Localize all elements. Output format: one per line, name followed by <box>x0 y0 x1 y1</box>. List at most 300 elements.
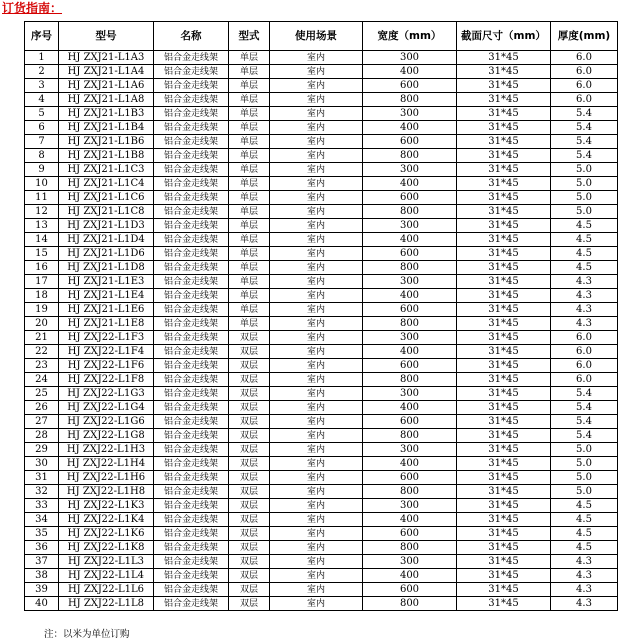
cell-scene: 室内 <box>270 93 363 107</box>
cell-thickness: 4.3 <box>551 569 618 583</box>
cell-name: 铝合金走线架 <box>154 121 229 135</box>
cell-name: 铝合金走线架 <box>154 443 229 457</box>
cell-scene: 室内 <box>270 107 363 121</box>
cell-thickness: 5.4 <box>551 415 618 429</box>
cell-section: 31*45 <box>457 513 551 527</box>
cell-scene: 室内 <box>270 373 363 387</box>
table-row <box>25 51 618 65</box>
cell-index: 18 <box>25 289 59 303</box>
cell-width: 600 <box>363 527 457 541</box>
cell-type: 双层 <box>229 499 270 513</box>
cell-width: 400 <box>363 569 457 583</box>
cell-scene: 室内 <box>270 79 363 93</box>
cell-thickness: 6.0 <box>551 51 618 65</box>
cell-index: 38 <box>25 569 59 583</box>
cell-name: 铝合金走线架 <box>154 205 229 219</box>
cell-name: 铝合金走线架 <box>154 471 229 485</box>
cell-name: 铝合金走线架 <box>154 513 229 527</box>
cell-type: 单层 <box>229 107 270 121</box>
cell-model: HJ ZXJ22-L1H3 <box>59 443 154 457</box>
cell-section: 31*45 <box>457 205 551 219</box>
cell-name: 铝合金走线架 <box>154 79 229 93</box>
table-row <box>25 373 618 387</box>
cell-section: 31*45 <box>457 289 551 303</box>
cell-index: 6 <box>25 121 59 135</box>
spec-table <box>24 21 618 611</box>
cell-type: 单层 <box>229 303 270 317</box>
cell-index: 29 <box>25 443 59 457</box>
cell-thickness: 5.4 <box>551 149 618 163</box>
cell-type: 单层 <box>229 79 270 93</box>
cell-section: 31*45 <box>457 51 551 65</box>
cell-index: 10 <box>25 177 59 191</box>
cell-model: HJ ZXJ22-L1G8 <box>59 429 154 443</box>
cell-model: HJ ZXJ21-L1D4 <box>59 233 154 247</box>
cell-name: 铝合金走线架 <box>154 597 229 611</box>
cell-index: 3 <box>25 79 59 93</box>
cell-width: 600 <box>363 135 457 149</box>
cell-index: 25 <box>25 387 59 401</box>
table-header-row <box>25 22 618 51</box>
cell-type: 双层 <box>229 401 270 415</box>
cell-scene: 室内 <box>270 275 363 289</box>
cell-type: 单层 <box>229 93 270 107</box>
cell-type: 双层 <box>229 429 270 443</box>
cell-thickness: 5.0 <box>551 177 618 191</box>
cell-thickness: 6.0 <box>551 331 618 345</box>
header-type: 型式 <box>229 22 270 51</box>
cell-width: 400 <box>363 233 457 247</box>
cell-thickness: 4.5 <box>551 541 618 555</box>
cell-section: 31*45 <box>457 457 551 471</box>
table-row <box>25 597 618 611</box>
cell-name: 铝合金走线架 <box>154 415 229 429</box>
cell-scene: 室内 <box>270 597 363 611</box>
cell-name: 铝合金走线架 <box>154 541 229 555</box>
cell-type: 双层 <box>229 331 270 345</box>
cell-thickness: 4.5 <box>551 499 618 513</box>
cell-width: 600 <box>363 191 457 205</box>
cell-index: 2 <box>25 65 59 79</box>
cell-index: 9 <box>25 163 59 177</box>
cell-model: HJ ZXJ22-L1G6 <box>59 415 154 429</box>
cell-name: 铝合金走线架 <box>154 149 229 163</box>
cell-index: 21 <box>25 331 59 345</box>
cell-section: 31*45 <box>457 65 551 79</box>
cell-scene: 室内 <box>270 471 363 485</box>
table-row <box>25 65 618 79</box>
table-row <box>25 443 618 457</box>
table-row <box>25 429 618 443</box>
table-row <box>25 79 618 93</box>
cell-index: 22 <box>25 345 59 359</box>
cell-scene: 室内 <box>270 177 363 191</box>
cell-width: 400 <box>363 513 457 527</box>
cell-name: 铝合金走线架 <box>154 177 229 191</box>
cell-model: HJ ZXJ22-L1F3 <box>59 331 154 345</box>
cell-width: 400 <box>363 457 457 471</box>
cell-scene: 室内 <box>270 149 363 163</box>
cell-width: 300 <box>363 51 457 65</box>
cell-scene: 室内 <box>270 261 363 275</box>
cell-type: 双层 <box>229 471 270 485</box>
table-row <box>25 541 618 555</box>
cell-scene: 室内 <box>270 51 363 65</box>
cell-model: HJ ZXJ21-L1B4 <box>59 121 154 135</box>
cell-width: 800 <box>363 541 457 555</box>
cell-section: 31*45 <box>457 233 551 247</box>
cell-scene: 室内 <box>270 205 363 219</box>
cell-name: 铝合金走线架 <box>154 163 229 177</box>
cell-section: 31*45 <box>457 597 551 611</box>
cell-section: 31*45 <box>457 345 551 359</box>
header-thickness: 厚度(mm) <box>551 22 618 51</box>
cell-width: 300 <box>363 331 457 345</box>
cell-scene: 室内 <box>270 583 363 597</box>
table-row <box>25 107 618 121</box>
cell-name: 铝合金走线架 <box>154 345 229 359</box>
table-row <box>25 93 618 107</box>
cell-model: HJ ZXJ21-L1A4 <box>59 65 154 79</box>
cell-type: 双层 <box>229 415 270 429</box>
cell-scene: 室内 <box>270 135 363 149</box>
cell-name: 铝合金走线架 <box>154 289 229 303</box>
cell-type: 单层 <box>229 317 270 331</box>
cell-name: 铝合金走线架 <box>154 93 229 107</box>
cell-thickness: 5.4 <box>551 387 618 401</box>
cell-type: 双层 <box>229 583 270 597</box>
cell-index: 34 <box>25 513 59 527</box>
cell-index: 14 <box>25 233 59 247</box>
cell-type: 双层 <box>229 457 270 471</box>
header-model: 型号 <box>59 22 154 51</box>
table-row <box>25 121 618 135</box>
cell-section: 31*45 <box>457 93 551 107</box>
cell-model: HJ ZXJ21-L1B3 <box>59 107 154 121</box>
cell-index: 8 <box>25 149 59 163</box>
cell-type: 单层 <box>229 219 270 233</box>
cell-section: 31*45 <box>457 555 551 569</box>
cell-section: 31*45 <box>457 303 551 317</box>
cell-index: 24 <box>25 373 59 387</box>
cell-model: HJ ZXJ22-L1H4 <box>59 457 154 471</box>
cell-section: 31*45 <box>457 177 551 191</box>
cell-width: 800 <box>363 149 457 163</box>
cell-thickness: 4.5 <box>551 247 618 261</box>
cell-name: 铝合金走线架 <box>154 191 229 205</box>
cell-name: 铝合金走线架 <box>154 331 229 345</box>
cell-type: 单层 <box>229 65 270 79</box>
cell-section: 31*45 <box>457 317 551 331</box>
cell-model: HJ ZXJ21-L1C8 <box>59 205 154 219</box>
cell-width: 600 <box>363 359 457 373</box>
cell-model: HJ ZXJ22-L1K3 <box>59 499 154 513</box>
cell-model: HJ ZXJ21-L1B6 <box>59 135 154 149</box>
cell-section: 31*45 <box>457 429 551 443</box>
cell-section: 31*45 <box>457 79 551 93</box>
cell-type: 单层 <box>229 261 270 275</box>
cell-index: 13 <box>25 219 59 233</box>
cell-thickness: 5.0 <box>551 443 618 457</box>
cell-scene: 室内 <box>270 289 363 303</box>
cell-thickness: 5.4 <box>551 107 618 121</box>
cell-name: 铝合金走线架 <box>154 275 229 289</box>
cell-width: 300 <box>363 163 457 177</box>
cell-index: 23 <box>25 359 59 373</box>
cell-section: 31*45 <box>457 527 551 541</box>
cell-thickness: 5.4 <box>551 401 618 415</box>
cell-model: HJ ZXJ22-L1H8 <box>59 485 154 499</box>
cell-width: 400 <box>363 401 457 415</box>
cell-width: 400 <box>363 65 457 79</box>
cell-section: 31*45 <box>457 163 551 177</box>
cell-width: 800 <box>363 485 457 499</box>
cell-index: 20 <box>25 317 59 331</box>
cell-index: 39 <box>25 583 59 597</box>
cell-index: 1 <box>25 51 59 65</box>
cell-scene: 室内 <box>270 219 363 233</box>
table-row <box>25 457 618 471</box>
cell-index: 4 <box>25 93 59 107</box>
cell-type: 双层 <box>229 485 270 499</box>
cell-name: 铝合金走线架 <box>154 485 229 499</box>
cell-index: 11 <box>25 191 59 205</box>
table-row <box>25 289 618 303</box>
cell-thickness: 4.3 <box>551 597 618 611</box>
table-row <box>25 485 618 499</box>
cell-name: 铝合金走线架 <box>154 555 229 569</box>
cell-thickness: 6.0 <box>551 65 618 79</box>
cell-name: 铝合金走线架 <box>154 317 229 331</box>
table-body <box>25 51 618 611</box>
footnote: 注：以米为单位订购 <box>44 629 130 640</box>
cell-model: HJ ZXJ21-L1A6 <box>59 79 154 93</box>
table-row <box>25 149 618 163</box>
cell-scene: 室内 <box>270 247 363 261</box>
cell-width: 800 <box>363 205 457 219</box>
cell-name: 铝合金走线架 <box>154 51 229 65</box>
cell-name: 铝合金走线架 <box>154 569 229 583</box>
cell-width: 400 <box>363 345 457 359</box>
cell-thickness: 4.3 <box>551 583 618 597</box>
table-row <box>25 247 618 261</box>
cell-index: 32 <box>25 485 59 499</box>
cell-width: 600 <box>363 471 457 485</box>
cell-type: 双层 <box>229 541 270 555</box>
cell-index: 26 <box>25 401 59 415</box>
cell-model: HJ ZXJ22-L1K6 <box>59 527 154 541</box>
cell-name: 铝合金走线架 <box>154 65 229 79</box>
cell-width: 800 <box>363 261 457 275</box>
cell-thickness: 5.0 <box>551 205 618 219</box>
table-row <box>25 261 618 275</box>
cell-thickness: 4.5 <box>551 219 618 233</box>
cell-section: 31*45 <box>457 149 551 163</box>
cell-name: 铝合金走线架 <box>154 107 229 121</box>
cell-model: HJ ZXJ21-L1D3 <box>59 219 154 233</box>
order-guide-title: 订货指南： <box>2 1 63 15</box>
cell-section: 31*45 <box>457 135 551 149</box>
cell-width: 600 <box>363 415 457 429</box>
cell-thickness: 4.5 <box>551 527 618 541</box>
cell-index: 19 <box>25 303 59 317</box>
cell-model: HJ ZXJ21-L1A8 <box>59 93 154 107</box>
cell-model: HJ ZXJ21-L1E8 <box>59 317 154 331</box>
cell-width: 600 <box>363 247 457 261</box>
cell-index: 7 <box>25 135 59 149</box>
cell-index: 37 <box>25 555 59 569</box>
cell-width: 600 <box>363 79 457 93</box>
cell-width: 300 <box>363 275 457 289</box>
header-name: 名称 <box>154 22 229 51</box>
cell-section: 31*45 <box>457 569 551 583</box>
cell-width: 600 <box>363 303 457 317</box>
cell-type: 单层 <box>229 233 270 247</box>
cell-model: HJ ZXJ22-L1K8 <box>59 541 154 555</box>
cell-thickness: 5.0 <box>551 191 618 205</box>
cell-section: 31*45 <box>457 541 551 555</box>
cell-model: HJ ZXJ22-L1L6 <box>59 583 154 597</box>
cell-scene: 室内 <box>270 443 363 457</box>
cell-model: HJ ZXJ21-L1D6 <box>59 247 154 261</box>
cell-index: 12 <box>25 205 59 219</box>
cell-scene: 室内 <box>270 387 363 401</box>
cell-name: 铝合金走线架 <box>154 135 229 149</box>
cell-thickness: 4.3 <box>551 275 618 289</box>
cell-section: 31*45 <box>457 401 551 415</box>
cell-model: HJ ZXJ22-L1F8 <box>59 373 154 387</box>
cell-section: 31*45 <box>457 583 551 597</box>
cell-section: 31*45 <box>457 415 551 429</box>
cell-width: 800 <box>363 373 457 387</box>
table-row <box>25 219 618 233</box>
cell-type: 单层 <box>229 135 270 149</box>
cell-thickness: 4.5 <box>551 261 618 275</box>
table-row <box>25 401 618 415</box>
cell-section: 31*45 <box>457 499 551 513</box>
cell-type: 单层 <box>229 205 270 219</box>
cell-model: HJ ZXJ22-L1H6 <box>59 471 154 485</box>
header-scene: 使用场景 <box>270 22 363 51</box>
cell-name: 铝合金走线架 <box>154 219 229 233</box>
cell-index: 17 <box>25 275 59 289</box>
table-row <box>25 555 618 569</box>
cell-name: 铝合金走线架 <box>154 429 229 443</box>
cell-model: HJ ZXJ22-L1L4 <box>59 569 154 583</box>
cell-width: 300 <box>363 555 457 569</box>
cell-section: 31*45 <box>457 261 551 275</box>
cell-index: 31 <box>25 471 59 485</box>
cell-type: 单层 <box>229 191 270 205</box>
cell-name: 铝合金走线架 <box>154 359 229 373</box>
cell-model: HJ ZXJ21-L1D8 <box>59 261 154 275</box>
table-row <box>25 513 618 527</box>
cell-section: 31*45 <box>457 471 551 485</box>
header-section: 截面尺寸（mm） <box>457 22 551 51</box>
cell-model: HJ ZXJ21-L1E3 <box>59 275 154 289</box>
cell-type: 单层 <box>229 289 270 303</box>
table-row <box>25 233 618 247</box>
cell-model: HJ ZXJ21-L1C3 <box>59 163 154 177</box>
cell-type: 单层 <box>229 121 270 135</box>
cell-thickness: 5.0 <box>551 485 618 499</box>
cell-width: 800 <box>363 93 457 107</box>
cell-scene: 室内 <box>270 163 363 177</box>
cell-name: 铝合金走线架 <box>154 583 229 597</box>
cell-scene: 室内 <box>270 345 363 359</box>
cell-width: 400 <box>363 177 457 191</box>
cell-index: 5 <box>25 107 59 121</box>
table-row <box>25 205 618 219</box>
cell-type: 单层 <box>229 275 270 289</box>
table-row <box>25 275 618 289</box>
cell-scene: 室内 <box>270 331 363 345</box>
cell-section: 31*45 <box>457 191 551 205</box>
cell-name: 铝合金走线架 <box>154 233 229 247</box>
cell-section: 31*45 <box>457 443 551 457</box>
cell-type: 双层 <box>229 387 270 401</box>
cell-thickness: 5.0 <box>551 163 618 177</box>
cell-index: 40 <box>25 597 59 611</box>
cell-type: 双层 <box>229 597 270 611</box>
cell-index: 27 <box>25 415 59 429</box>
cell-thickness: 5.0 <box>551 471 618 485</box>
cell-index: 35 <box>25 527 59 541</box>
cell-section: 31*45 <box>457 359 551 373</box>
cell-model: HJ ZXJ22-L1G3 <box>59 387 154 401</box>
cell-type: 双层 <box>229 345 270 359</box>
cell-name: 铝合金走线架 <box>154 527 229 541</box>
cell-scene: 室内 <box>270 541 363 555</box>
cell-width: 300 <box>363 499 457 513</box>
cell-type: 双层 <box>229 555 270 569</box>
cell-thickness: 4.5 <box>551 513 618 527</box>
cell-section: 31*45 <box>457 331 551 345</box>
cell-index: 15 <box>25 247 59 261</box>
cell-name: 铝合金走线架 <box>154 457 229 471</box>
cell-section: 31*45 <box>457 387 551 401</box>
cell-index: 30 <box>25 457 59 471</box>
cell-scene: 室内 <box>270 233 363 247</box>
cell-name: 铝合金走线架 <box>154 387 229 401</box>
table-row <box>25 359 618 373</box>
cell-type: 双层 <box>229 527 270 541</box>
cell-name: 铝合金走线架 <box>154 373 229 387</box>
cell-scene: 室内 <box>270 499 363 513</box>
cell-index: 33 <box>25 499 59 513</box>
table-row <box>25 387 618 401</box>
cell-model: HJ ZXJ22-L1F6 <box>59 359 154 373</box>
cell-scene: 室内 <box>270 429 363 443</box>
cell-thickness: 4.5 <box>551 233 618 247</box>
cell-index: 28 <box>25 429 59 443</box>
table-row <box>25 499 618 513</box>
cell-type: 双层 <box>229 373 270 387</box>
cell-section: 31*45 <box>457 373 551 387</box>
cell-width: 300 <box>363 443 457 457</box>
cell-model: HJ ZXJ21-L1E6 <box>59 303 154 317</box>
table-row <box>25 163 618 177</box>
cell-name: 铝合金走线架 <box>154 247 229 261</box>
table-row <box>25 331 618 345</box>
cell-type: 双层 <box>229 569 270 583</box>
header-width: 宽度（mm） <box>363 22 457 51</box>
table-row <box>25 303 618 317</box>
cell-model: HJ ZXJ22-L1F4 <box>59 345 154 359</box>
cell-model: HJ ZXJ22-L1K4 <box>59 513 154 527</box>
cell-scene: 室内 <box>270 457 363 471</box>
cell-scene: 室内 <box>270 485 363 499</box>
